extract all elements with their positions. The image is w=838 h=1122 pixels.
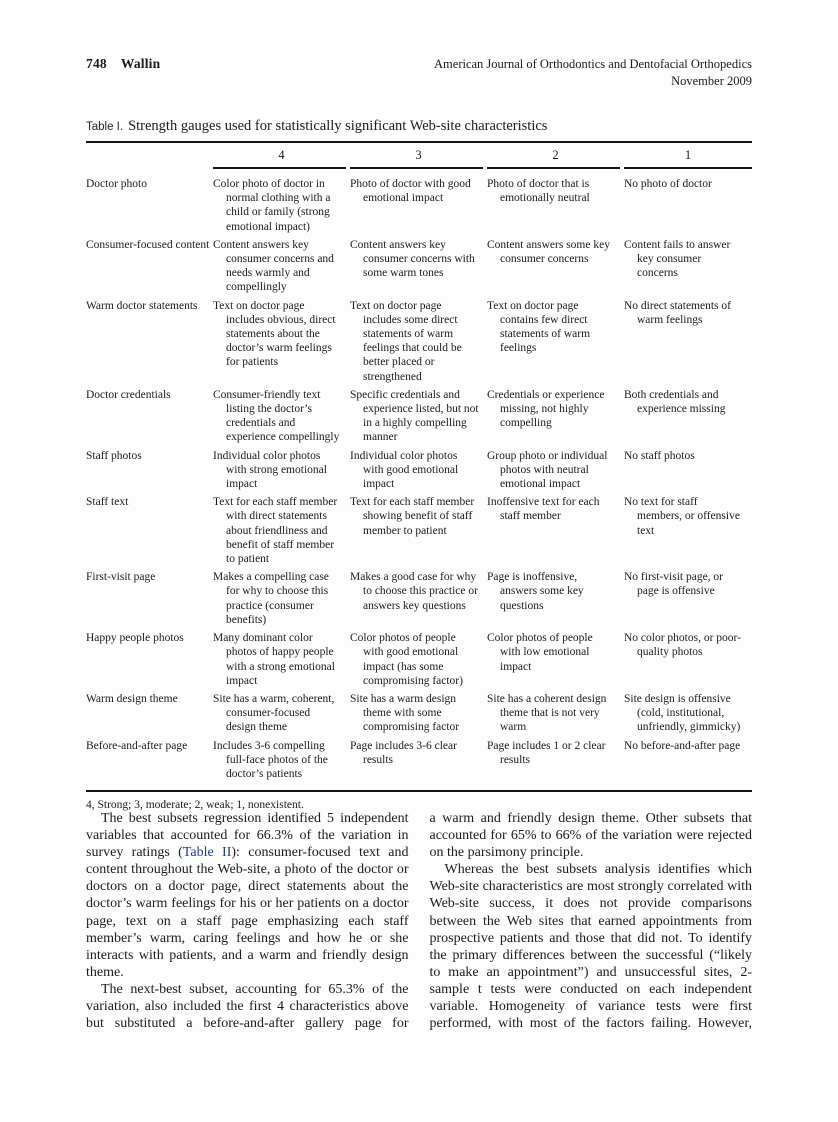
gauge-cell-text: Text for each staff member with direct statements about friendliness and benefit of staff member to patient: [213, 496, 338, 566]
gauge-cell-text: Text on doctor page contains few direct statements of warm feelings: [487, 299, 591, 355]
gauge-cell-c3: [350, 169, 487, 234]
gauge-cell-text: Content fails to answer key consumer concerns: [624, 238, 731, 280]
table-row: [86, 169, 752, 234]
paragraph-text: ): consumer-focused text and content throughout the Web-site, a photo of the doctor or doctors on a doctor page, direct statements about the doctor’s warm feelings for his or her patients on a doctor page, text on a staff page emphasizing each staff member’s warm, caring feelings and how he or she interacts with patients, and a warm and friendly design theme.: [86, 845, 409, 980]
right-column: [430, 810, 753, 1032]
table-row: [86, 735, 752, 791]
gauge-cell-text: Photo of doctor that is emotionally neutral: [487, 178, 590, 205]
gauge-cell-c1: [624, 627, 752, 688]
gauge-cell-c2: [487, 445, 624, 492]
gauge-cell-text: Specific credentials and experience listed, but not in a highly compelling manner: [350, 388, 479, 444]
row-characteristic: Consumer-focused content: [86, 238, 210, 251]
paragraph-continuation: a warm and friendly design theme. Other subsets that accounted for 65% to 66% of the variation were rejected on the parsimony principle.: [429, 811, 752, 861]
gauge-cell-c1: [624, 169, 752, 234]
left-column: [86, 810, 409, 1032]
issue-date: November 2009: [671, 74, 752, 88]
running-header: [86, 56, 752, 90]
table-row: [86, 688, 752, 735]
table-body: [86, 169, 752, 790]
gauge-cell-c4: [213, 445, 350, 492]
running-head-left: [86, 56, 160, 72]
gauge-cell-text: Text on doctor page includes some direct statements of warm feelings that could be better placed or strengthened: [350, 299, 462, 383]
gauge-cell-text: No first-visit page, or page is offensive: [624, 571, 724, 598]
gauge-cell-c3: [350, 234, 487, 295]
gauge-cell-text: Site design is offensive (cold, institutional, unfriendly, gimmicky): [624, 692, 741, 734]
row-characteristic: Doctor credentials: [86, 388, 171, 401]
gauge-cell-text: Both credentials and experience missing: [624, 388, 726, 416]
paragraph-best-subsets: [86, 810, 409, 981]
table-caption: Strength gauges used for statistically significant Web-site characteristics: [128, 118, 548, 134]
paragraph-text: The best subsets regression identified 5 independent variables that accounted for 66.3% of the variation in survey ratings (: [86, 811, 409, 861]
gauge-cell-c1: [624, 735, 752, 791]
gauge-cell-text: Group photo or individual photos with neutral emotional impact: [487, 449, 608, 491]
article-body: [86, 810, 752, 1032]
table-row: [86, 491, 752, 566]
gauge-cell-c1: [624, 491, 752, 566]
row-characteristic: Warm doctor statements: [86, 299, 198, 312]
gauge-cell-c2: [487, 234, 624, 295]
gauge-cell-c3: [350, 491, 487, 566]
gauge-cell-text: Content answers key consumer concerns with some warm tones: [350, 238, 475, 280]
gauge-cell-text: Color photo of doctor in normal clothing with a child or family (strong emotional impact): [213, 178, 331, 233]
header-empty-cell: [86, 143, 213, 169]
gauge-cell-text: Text on doctor page includes obvious, direct statements about the doctor’s warm feelings for patients: [213, 299, 336, 369]
gauge-cell-c1: [624, 234, 752, 295]
gauge-cell-c2: [487, 688, 624, 735]
gauge-cell-c3: [350, 627, 487, 688]
gauge-cell-text: Inoffensive text for each staff member: [487, 496, 600, 523]
header-strength-3: 3: [350, 143, 487, 169]
gauge-cell-text: No color photos, or poor-quality photos: [624, 632, 741, 659]
gauge-cell-c1: [624, 384, 752, 445]
gauge-cell-text: Color photos of people with good emotional impact (has some compromising factor): [350, 632, 463, 687]
gauge-cell-text: Consumer-friendly text listing the doctor’s credentials and experience compellingly: [213, 388, 340, 444]
table-row: [86, 234, 752, 295]
header-strength-4: 4: [213, 143, 350, 169]
gauge-cell-c3: [350, 384, 487, 445]
gauge-cell-c2: [487, 566, 624, 627]
gauge-cell-text: Page is inoffensive, answers some key questions: [487, 571, 584, 612]
header-strength-2: 2: [487, 143, 624, 169]
table-row: [86, 384, 752, 445]
table-row: [86, 566, 752, 627]
author-name: Wallin: [120, 56, 161, 71]
strength-gauges-table: [86, 141, 752, 792]
gauge-cell-text: Credentials or experience missing, not highly compelling: [487, 388, 605, 430]
table-1-block: [86, 118, 752, 811]
gauge-cell-c3: [350, 566, 487, 627]
gauge-cell-text: Photo of doctor with good emotional impact: [350, 178, 471, 205]
gauge-cell-c2: [487, 627, 624, 688]
row-characteristic: Staff photos: [86, 449, 142, 462]
gauge-cell-c2: [487, 169, 624, 234]
paragraph-next-best-subset: The next-best subset, accounting for 65.3% of the variation, also included the first 4 characteristics above but substituted a before-and-after gallery page for: [86, 981, 409, 1032]
gauge-cell-text: No staff photos: [624, 449, 695, 462]
gauge-cell-c4: [213, 169, 350, 234]
gauge-cell-text: Makes a good case for why to choose this practice or answers key questions: [350, 571, 478, 612]
running-head-right: [434, 56, 752, 90]
header-strength-1: 1: [624, 143, 752, 169]
gauge-cell-c3: [350, 295, 487, 384]
gauge-cell-c3: [350, 735, 487, 791]
gauge-cell-text: Site has a coherent design theme that is not very warm: [487, 692, 607, 734]
gauge-cell-text: Site has a warm, coherent, consumer-focused design theme: [213, 692, 335, 734]
gauge-cell-c2: [487, 295, 624, 384]
row-characteristic: Before-and-after page: [86, 739, 188, 752]
table-row: [86, 295, 752, 384]
gauge-cell-c4: [213, 491, 350, 566]
row-characteristic: Staff text: [86, 496, 129, 509]
journal-name: American Journal of Orthodontics and Dentofacial Orthopedics: [434, 57, 752, 71]
gauge-cell-text: No before-and-after page: [624, 739, 741, 752]
gauge-cell-c3: [350, 445, 487, 492]
table-header-row: [86, 143, 752, 169]
row-characteristic: Warm design theme: [86, 692, 178, 705]
table-ii-link[interactable]: Table II: [182, 845, 232, 861]
gauge-cell-c4: [213, 688, 350, 735]
gauge-cell-c1: [624, 688, 752, 735]
table-footnote: 4, Strong; 3, moderate; 2, weak; 1, nonexistent.: [86, 799, 304, 812]
gauge-cell-text: Content answers some key consumer concerns: [487, 238, 610, 266]
gauge-cell-c2: [487, 491, 624, 566]
gauge-cell-text: Makes a compelling case for why to choose this practice (consumer benefits): [213, 571, 329, 626]
gauge-cell-text: Content answers key consumer concerns and needs warmly and compellingly: [213, 238, 334, 294]
gauge-cell-c4: [213, 566, 350, 627]
gauge-cell-c4: [213, 295, 350, 384]
gauge-cell-c4: [213, 384, 350, 445]
gauge-cell-text: Site has a warm design theme with some compromising factor: [350, 692, 460, 734]
gauge-cell-text: Color photos of people with low emotional impact: [487, 632, 593, 673]
gauge-cell-c1: [624, 295, 752, 384]
gauge-cell-text: No photo of doctor: [624, 178, 712, 190]
gauge-cell-text: No text for staff members, or offensive text: [624, 496, 740, 537]
gauge-cell-text: Page includes 1 or 2 clear results: [487, 739, 606, 766]
gauge-cell-c4: [213, 627, 350, 688]
gauge-cell-c4: [213, 234, 350, 295]
gauge-cell-text: Individual color photos with strong emotional impact: [213, 449, 327, 491]
gauge-cell-text: Includes 3-6 compelling full-face photos of the doctor’s patients: [213, 739, 328, 780]
table-row: [86, 445, 752, 492]
table-row: [86, 627, 752, 688]
gauge-cell-c4: [213, 735, 350, 791]
table-label: Table I.: [86, 121, 124, 133]
gauge-cell-c3: [350, 688, 487, 735]
row-characteristic: Happy people photos: [86, 632, 184, 645]
gauge-cell-c1: [624, 566, 752, 627]
row-characteristic: First-visit page: [86, 571, 156, 584]
gauge-cell-c1: [624, 445, 752, 492]
paragraph-whereas-analysis: Whereas the best subsets analysis identifies which Web-site characteristics are most strongly correlated with Web-site success, it does not provide comparisons between the Web sites that earned appointments from prospective patients and those that did not. To identify the primary differences between the successful (“likely to make an appointment”) and unsuccessful sites, 2-sample t tests were conducted on each independent variable. Homogeneity of variance tests were first performed, with most of the factors failing. However,: [429, 862, 752, 1032]
row-characteristic: Doctor photo: [86, 178, 148, 190]
gauge-cell-text: Many dominant color photos of happy people with a strong emotional impact: [213, 632, 335, 687]
gauge-cell-text: Page includes 3-6 clear results: [350, 739, 457, 766]
gauge-cell-text: Text for each staff member showing benefit of staff member to patient: [350, 496, 475, 537]
table-caption-line: [86, 118, 752, 135]
gauge-cell-text: No direct statements of warm feelings: [624, 299, 731, 326]
gauge-cell-c2: [487, 735, 624, 791]
gauge-cell-c2: [487, 384, 624, 445]
gauge-cell-text: Individual color photos with good emotional impact: [350, 449, 459, 491]
page-number: 748: [86, 56, 107, 71]
